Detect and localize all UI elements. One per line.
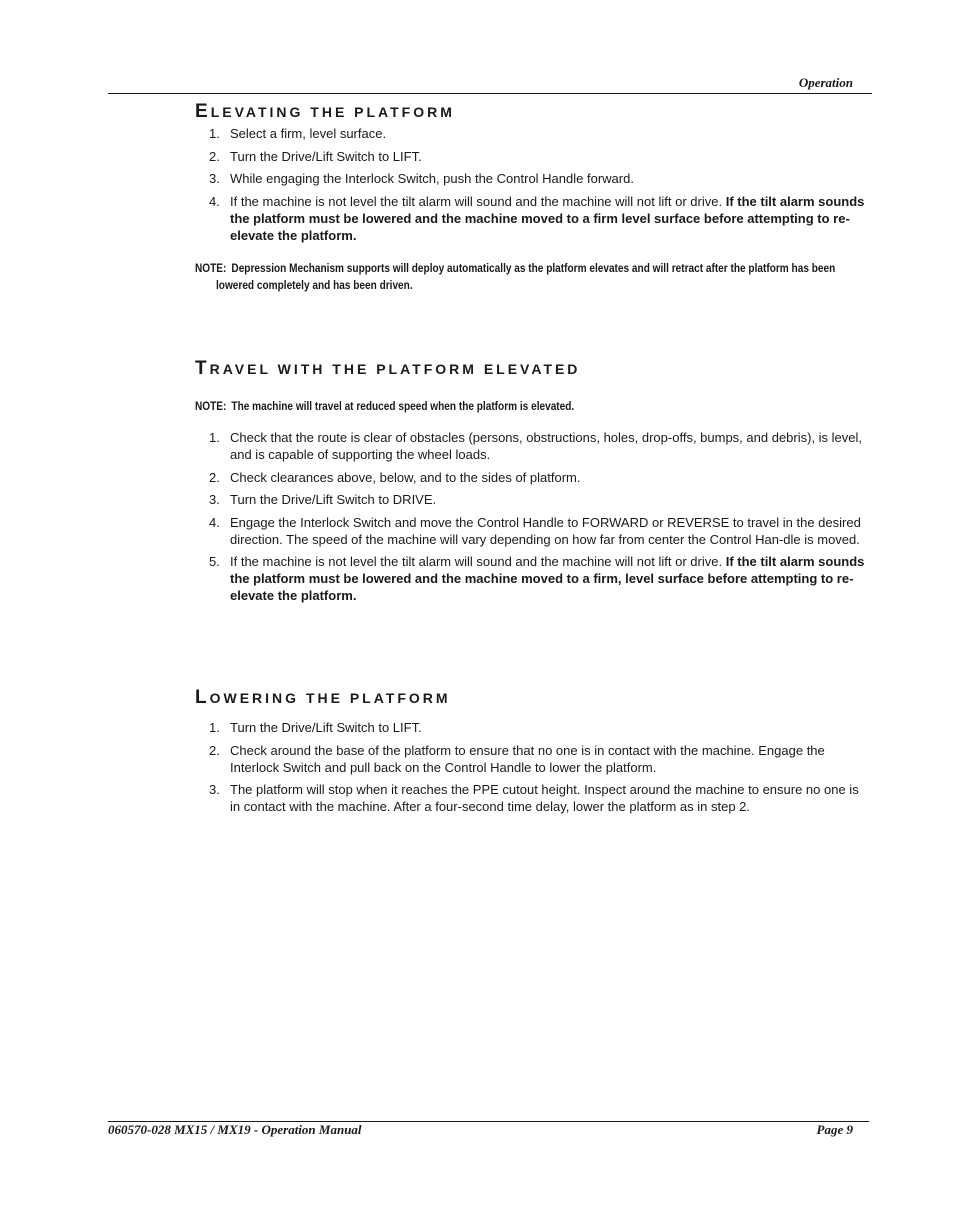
step-warning-text: If the tilt alarm sounds the platform must be lowered and the machine moved to a firm, level surface before attempting to re-elevate the platform.	[230, 554, 865, 603]
note-reduced-speed	[195, 398, 850, 415]
note-text: Depression Mechanism supports will deploy automatically as the platform elevates and will retract after the platform has been lowered completely and has been driven.	[216, 261, 836, 292]
step-number: 4.	[209, 193, 220, 209]
step-text: If the machine is not level the tilt alarm will sound and the machine will not lift or drive.	[230, 554, 723, 569]
list-item	[209, 491, 870, 508]
list-item	[209, 514, 870, 548]
step-text: Engage the Interlock Switch and move the Control Handle to FORWARD or REVERSE to travel in the desired direction. The speed of the machine will vary depending on how far from center the Control Han-dle is moved.	[230, 514, 861, 547]
list-item	[209, 429, 870, 463]
note-label: NOTE:	[195, 261, 227, 275]
step-text: The platform will stop when it reaches the PPE cutout height. Inspect around the machine to ensure no one is in contact with the machine. After a four-second time delay, lower the platform as in step 2.	[230, 782, 859, 814]
list-item	[209, 125, 870, 142]
step-text: Turn the Drive/Lift Switch to DRIVE.	[230, 492, 437, 507]
step-text: Turn the Drive/Lift Switch to LIFT.	[230, 148, 422, 164]
list-item	[209, 781, 870, 815]
header-rule	[108, 93, 872, 94]
list-item	[209, 553, 870, 604]
list-item	[209, 193, 870, 244]
step-warning-text: If the tilt alarm sounds the platform must be lowered and the machine moved to a firm level surface before attempting to re-elevate the platform.	[230, 193, 865, 243]
section-title-travel: TRAVEL WITH THE PLATFORM ELEVATED	[195, 358, 581, 379]
footer-page-number: Page 9	[816, 1122, 853, 1137]
note-depression-mechanism	[195, 260, 871, 293]
running-header-label: Operation	[798, 75, 853, 90]
step-number: 1.	[209, 430, 220, 445]
list-item	[209, 148, 870, 165]
list-item	[209, 170, 870, 187]
step-number: 2.	[209, 148, 220, 164]
travel-steps-list	[209, 429, 870, 610]
step-text: Turn the Drive/Lift Switch to LIFT.	[230, 720, 422, 735]
step-text: If the machine is not level the tilt alarm will sound and the machine will not lift or drive.	[230, 193, 723, 209]
section-title-lowering: LOWERING THE PLATFORM	[195, 687, 451, 708]
step-number: 3.	[209, 492, 220, 507]
footer-document-title: 060570-028 MX15 / MX19 - Operation Manual	[108, 1122, 362, 1137]
step-text: Check around the base of the platform to ensure that no one is in contact with the machine. Engage the Interlock Switch and pull back on the Control Handle to lower the platform.	[230, 742, 825, 775]
step-number: 4.	[209, 514, 220, 530]
step-number: 2.	[209, 469, 220, 485]
elevating-steps-list	[209, 125, 870, 249]
step-text: Check clearances above, below, and to the sides of platform.	[230, 469, 581, 485]
step-text: Select a firm, level surface.	[230, 126, 387, 141]
lowering-steps-list	[209, 719, 870, 821]
step-number: 3.	[209, 171, 220, 186]
list-item	[209, 469, 870, 486]
step-text: While engaging the Interlock Switch, push the Control Handle forward.	[230, 171, 634, 186]
step-number: 1.	[209, 720, 220, 735]
step-number: 1.	[209, 126, 220, 141]
step-number: 5.	[209, 554, 220, 569]
step-number: 2.	[209, 742, 220, 758]
list-item	[209, 742, 870, 776]
section-title-elevating: ELEVATING THE PLATFORM	[195, 101, 455, 122]
step-text: Check that the route is clear of obstacles (persons, obstructions, holes, drop-offs, bumps, and debris), is level, and is capable of supporting the wheel loads.	[230, 430, 863, 462]
note-label: NOTE:	[195, 399, 227, 413]
note-text: The machine will travel at reduced speed when the platform is elevated.	[231, 399, 575, 413]
list-item	[209, 719, 870, 736]
step-number: 3.	[209, 782, 220, 797]
